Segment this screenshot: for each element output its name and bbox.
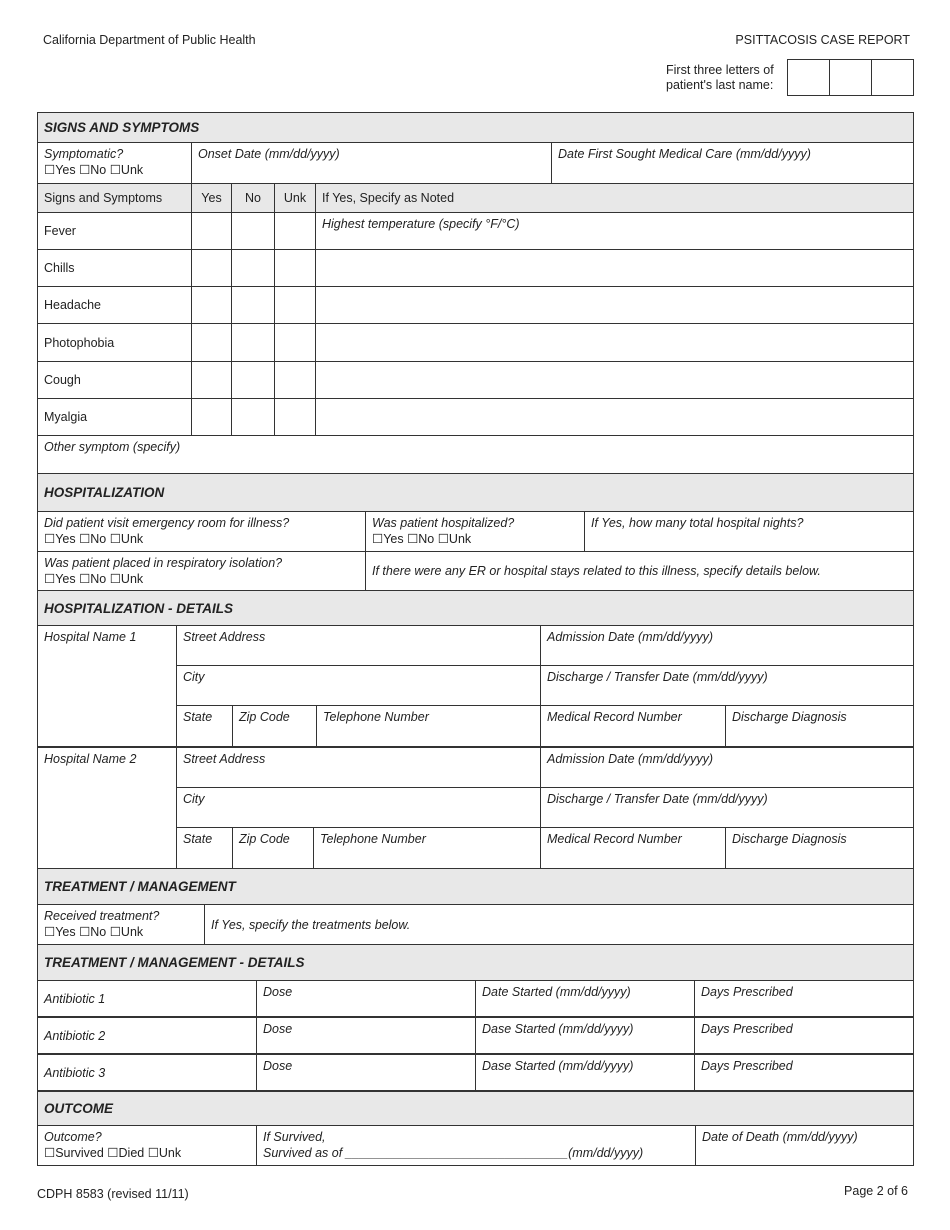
yes-cell[interactable] bbox=[192, 287, 232, 323]
initial-box-1[interactable] bbox=[788, 60, 830, 95]
isolation-checkboxes[interactable]: ☐Yes ☐No ☐Unk bbox=[44, 572, 144, 586]
telephone-field[interactable]: Telephone Number bbox=[317, 706, 541, 746]
zip-code-field[interactable]: Zip Code bbox=[233, 706, 317, 746]
page-number: Page 2 of 6 bbox=[844, 1184, 908, 1198]
col-header-signs: Signs and Symptoms bbox=[38, 184, 192, 212]
hospitalized-checkboxes[interactable]: ☐Yes ☐No ☐Unk bbox=[372, 532, 472, 546]
hospital-2-name-field[interactable]: Hospital Name 2 bbox=[38, 748, 177, 868]
section-treatment-details: TREATMENT / MANAGEMENT - DETAILS bbox=[38, 945, 914, 980]
col-header-yes: Yes bbox=[192, 184, 232, 212]
specify-cell[interactable] bbox=[316, 287, 914, 323]
symptomatic-field[interactable]: Symptomatic? ☐Yes ☐No ☐Unk bbox=[38, 143, 192, 183]
telephone-field[interactable]: Telephone Number bbox=[314, 828, 541, 868]
received-treatment-field[interactable]: Received treatment? ☐Yes ☐No ☐Unk bbox=[38, 905, 205, 944]
antibiotic-name[interactable]: Antibiotic 1 bbox=[38, 981, 257, 1016]
no-cell[interactable] bbox=[232, 324, 275, 361]
survived-as-of-field[interactable]: If Survived, Survived as of ________________________________(mm/dd/yyyy) bbox=[257, 1126, 696, 1165]
hospital-1-name-field[interactable]: Hospital Name 1 bbox=[38, 626, 177, 746]
symptom-label: Fever bbox=[38, 213, 192, 249]
no-cell[interactable] bbox=[232, 250, 275, 286]
other-symptom-field[interactable]: Other symptom (specify) bbox=[38, 436, 914, 473]
hospital-nights-field[interactable]: If Yes, how many total hospital nights? bbox=[585, 512, 914, 551]
report-title: PSITTACOSIS CASE REPORT bbox=[735, 33, 910, 47]
antibiotic-name[interactable]: Antibiotic 2 bbox=[38, 1018, 257, 1053]
survived-as-of-line[interactable]: Survived as of ________________________________(mm/dd/yyyy) bbox=[263, 1146, 644, 1160]
fever-temperature-field[interactable]: Highest temperature (specify °F/°C) bbox=[316, 213, 914, 249]
col-header-specify: If Yes, Specify as Noted bbox=[316, 184, 914, 212]
unk-cell[interactable] bbox=[275, 324, 316, 361]
unk-cell[interactable] bbox=[275, 399, 316, 435]
no-cell[interactable] bbox=[232, 213, 275, 249]
date-started-field[interactable]: Dase Started (mm/dd/yyyy) bbox=[476, 1055, 695, 1090]
antibiotic-row-3 bbox=[38, 1055, 914, 1092]
symptom-label: Headache bbox=[38, 287, 192, 323]
symptom-row-myalgia bbox=[38, 399, 914, 436]
initial-box-3[interactable] bbox=[872, 60, 913, 95]
symptom-label: Cough bbox=[38, 362, 192, 398]
yes-cell[interactable] bbox=[192, 213, 232, 249]
hospital-2-block bbox=[38, 748, 914, 869]
onset-date-field[interactable]: Onset Date (mm/dd/yyyy) bbox=[192, 143, 552, 183]
date-of-death-field[interactable]: Date of Death (mm/dd/yyyy) bbox=[696, 1126, 914, 1165]
yes-cell[interactable] bbox=[192, 399, 232, 435]
zip-code-field[interactable]: Zip Code bbox=[233, 828, 314, 868]
no-cell[interactable] bbox=[232, 399, 275, 435]
symptom-row-fever bbox=[38, 213, 914, 250]
antibiotic-name[interactable]: Antibiotic 3 bbox=[38, 1055, 257, 1090]
symptom-row-headache bbox=[38, 287, 914, 324]
specify-cell[interactable] bbox=[316, 362, 914, 398]
discharge-date-field[interactable]: Discharge / Transfer Date (mm/dd/yyyy) bbox=[541, 788, 914, 827]
initials-boxes bbox=[787, 59, 914, 96]
date-started-field[interactable]: Dase Started (mm/dd/yyyy) bbox=[476, 1018, 695, 1053]
symptom-label: Myalgia bbox=[38, 399, 192, 435]
agency-name: California Department of Public Health bbox=[43, 33, 256, 47]
admission-date-field[interactable]: Admission Date (mm/dd/yyyy) bbox=[541, 748, 914, 787]
antibiotic-row-2 bbox=[38, 1018, 914, 1055]
days-prescribed-field[interactable]: Days Prescribed bbox=[695, 1018, 914, 1053]
no-cell[interactable] bbox=[232, 287, 275, 323]
hospital-1-block bbox=[38, 626, 914, 748]
no-cell[interactable] bbox=[232, 362, 275, 398]
symptom-label: Photophobia bbox=[38, 324, 192, 361]
initial-box-2[interactable] bbox=[830, 60, 872, 95]
symptom-row-chills bbox=[38, 250, 914, 287]
first-care-date-field[interactable]: Date First Sought Medical Care (mm/dd/yyyy) bbox=[552, 143, 914, 183]
unk-cell[interactable] bbox=[275, 250, 316, 286]
hospitalized-field[interactable]: Was patient hospitalized? ☐Yes ☐No ☐Unk bbox=[366, 512, 585, 551]
col-header-no: No bbox=[232, 184, 275, 212]
unk-cell[interactable] bbox=[275, 213, 316, 249]
outcome-checkboxes[interactable]: ☐Survived ☐Died ☐Unk bbox=[44, 1146, 182, 1160]
discharge-diagnosis-field[interactable]: Discharge Diagnosis bbox=[726, 828, 914, 868]
yes-cell[interactable] bbox=[192, 250, 232, 286]
stays-note: If there were any ER or hospital stays related to this illness, specify details below. bbox=[366, 552, 914, 590]
dose-field[interactable]: Dose bbox=[257, 981, 476, 1016]
section-hospitalization-details: HOSPITALIZATION - DETAILS bbox=[38, 591, 914, 625]
discharge-date-field[interactable]: Discharge / Transfer Date (mm/dd/yyyy) bbox=[541, 666, 914, 705]
specify-cell[interactable] bbox=[316, 324, 914, 361]
case-report-form bbox=[37, 112, 914, 1166]
initials-label: First three letters of patient's last name: bbox=[666, 63, 774, 92]
form-id: CDPH 8583 (revised 11/11) bbox=[37, 1187, 189, 1201]
city-field[interactable]: City bbox=[177, 788, 541, 827]
unk-cell[interactable] bbox=[275, 362, 316, 398]
dose-field[interactable]: Dose bbox=[257, 1055, 476, 1090]
state-field[interactable]: State bbox=[177, 706, 233, 746]
isolation-field[interactable]: Was patient placed in respiratory isolation? ☐Yes ☐No ☐Unk bbox=[38, 552, 366, 590]
outcome-field[interactable]: Outcome? ☐Survived ☐Died ☐Unk bbox=[38, 1126, 257, 1165]
col-header-unk: Unk bbox=[275, 184, 316, 212]
er-visit-checkboxes[interactable]: ☐Yes ☐No ☐Unk bbox=[44, 532, 144, 546]
section-hospitalization: HOSPITALIZATION bbox=[38, 474, 914, 511]
yes-cell[interactable] bbox=[192, 362, 232, 398]
city-field[interactable]: City bbox=[177, 666, 541, 705]
section-treatment: TREATMENT / MANAGEMENT bbox=[38, 869, 914, 904]
antibiotic-row-1 bbox=[38, 981, 914, 1018]
days-prescribed-field[interactable]: Days Prescribed bbox=[695, 1055, 914, 1090]
date-started-field[interactable]: Date Started (mm/dd/yyyy) bbox=[476, 981, 695, 1016]
medical-record-field[interactable]: Medical Record Number bbox=[541, 828, 726, 868]
street-address-field[interactable]: Street Address bbox=[177, 626, 541, 665]
specify-cell[interactable] bbox=[316, 399, 914, 435]
medical-record-field[interactable]: Medical Record Number bbox=[541, 706, 726, 746]
yes-cell[interactable] bbox=[192, 324, 232, 361]
er-visit-field[interactable]: Did patient visit emergency room for illness? ☐Yes ☐No ☐Unk bbox=[38, 512, 366, 551]
admission-date-field[interactable]: Admission Date (mm/dd/yyyy) bbox=[541, 626, 914, 665]
days-prescribed-field[interactable]: Days Prescribed bbox=[695, 981, 914, 1016]
state-field[interactable]: State bbox=[177, 828, 233, 868]
section-signs-symptoms: SIGNS AND SYMPTOMS bbox=[38, 113, 914, 142]
unk-cell[interactable] bbox=[275, 287, 316, 323]
symptom-row-photophobia bbox=[38, 324, 914, 362]
symptom-row-cough bbox=[38, 362, 914, 399]
specify-cell[interactable] bbox=[316, 250, 914, 286]
street-address-field[interactable]: Street Address bbox=[177, 748, 541, 787]
section-outcome: OUTCOME bbox=[38, 1092, 914, 1125]
discharge-diagnosis-field[interactable]: Discharge Diagnosis bbox=[726, 706, 914, 746]
treatment-specify-note: If Yes, specify the treatments below. bbox=[205, 905, 914, 944]
received-treatment-checkboxes[interactable]: ☐Yes ☐No ☐Unk bbox=[44, 925, 144, 939]
symptomatic-checkboxes[interactable]: ☐Yes ☐No ☐Unk bbox=[44, 163, 144, 177]
dose-field[interactable]: Dose bbox=[257, 1018, 476, 1053]
symptom-label: Chills bbox=[38, 250, 192, 286]
